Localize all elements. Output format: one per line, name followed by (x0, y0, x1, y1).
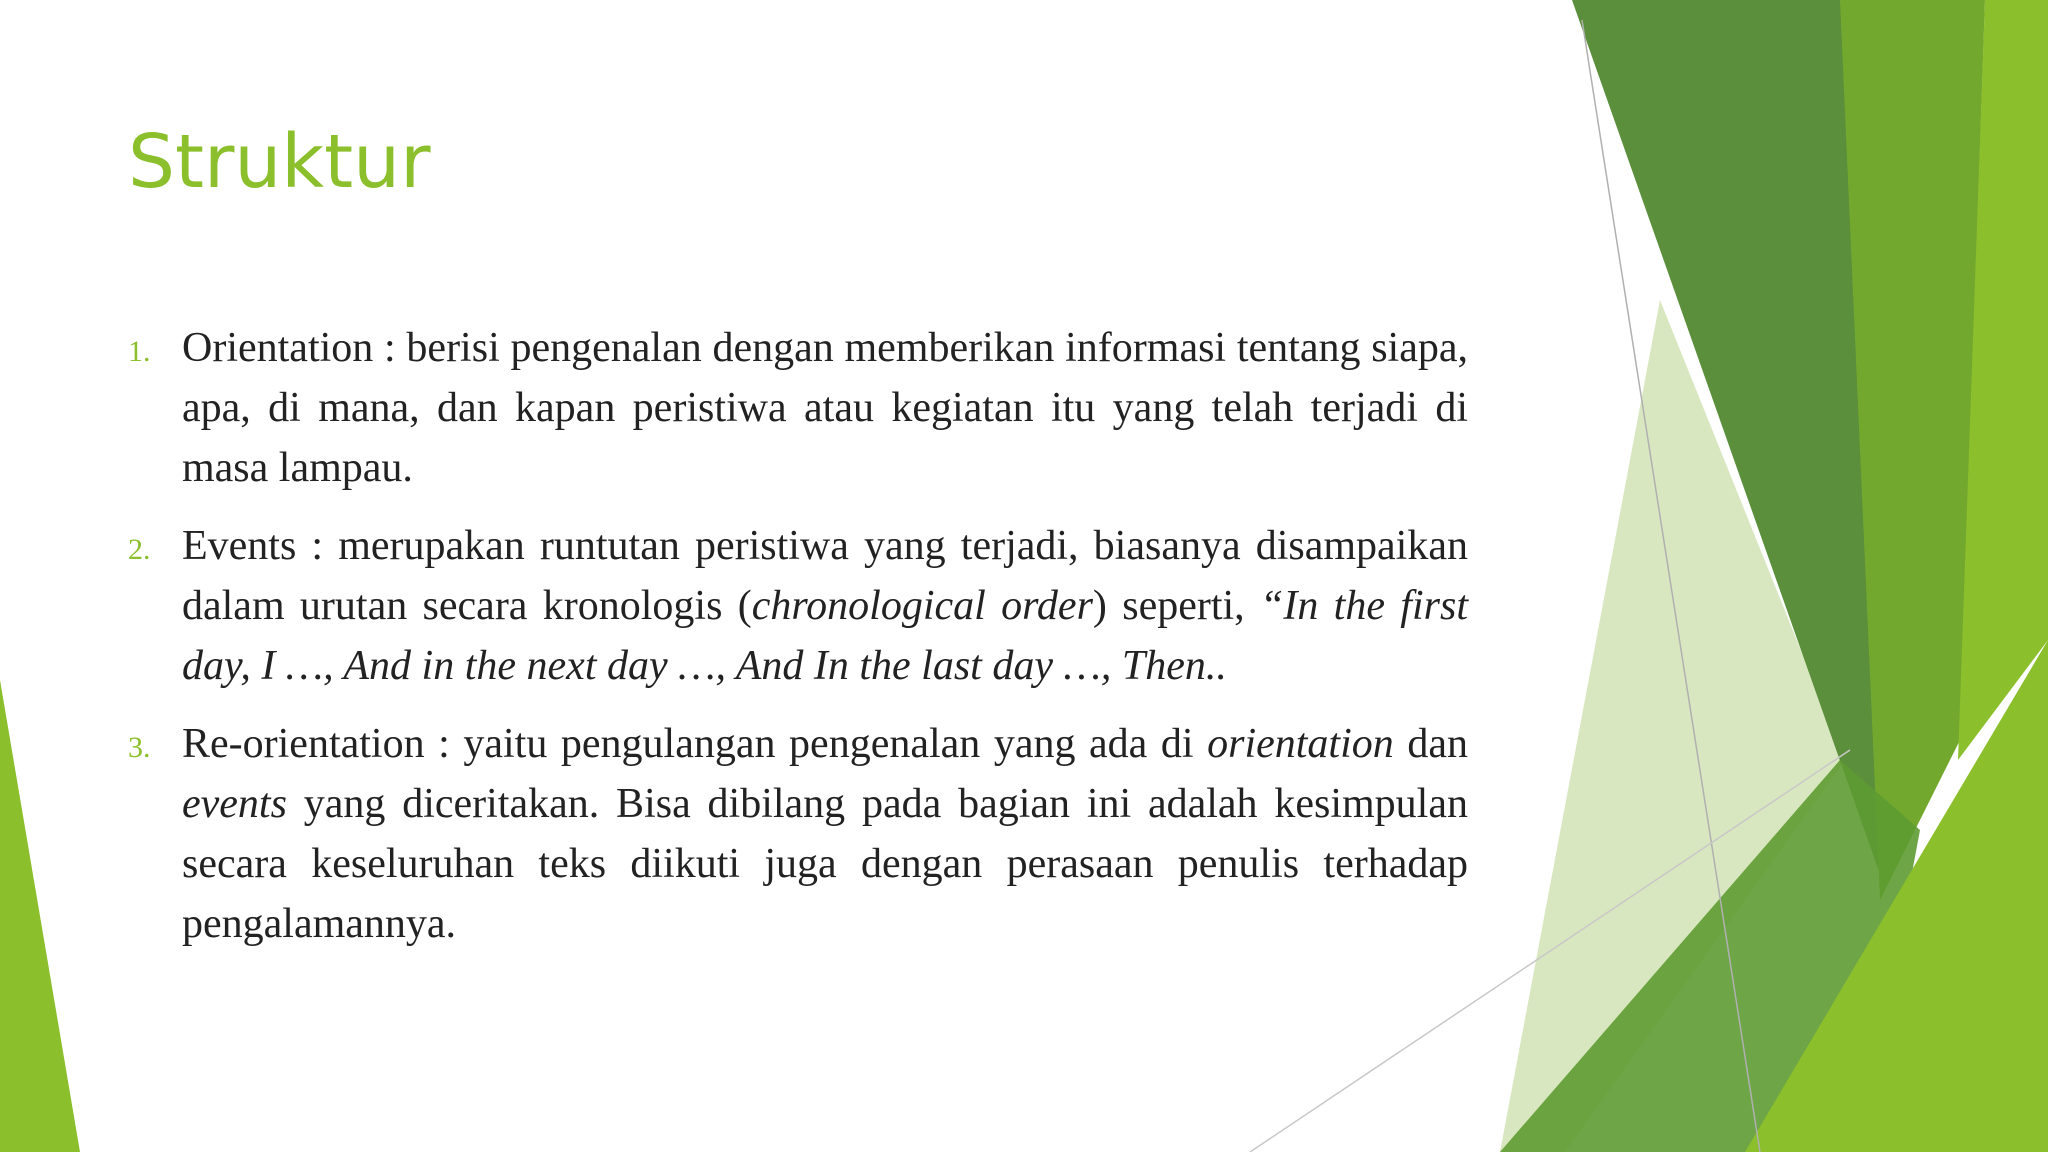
list-item-orientation (128, 318, 1468, 498)
item-italic-text: “In the first day, I …, And in the next day …, And In the last day …, Then.. (182, 583, 1468, 689)
list-number: 3. (128, 731, 151, 764)
item-text: ) seperti, (1092, 583, 1260, 629)
slide-title: Struktur (128, 119, 431, 205)
structure-list (128, 318, 1468, 972)
item-text: dan (1393, 721, 1468, 767)
item-italic-text: chronological order (751, 583, 1093, 629)
item-text: Orientation : berisi pengenalan dengan memberikan informasi tentang siapa, apa, di mana, dan kapan peristiwa atau kegiatan itu yang telah terjadi di masa lampau. (182, 325, 1468, 491)
list-item-events (128, 516, 1468, 696)
list-number: 1. (128, 335, 151, 368)
list-number: 2. (128, 533, 151, 566)
item-text: Re-orientation : yaitu pengulangan pengenalan yang ada di (182, 721, 1208, 767)
item-italic-text: orientation (1207, 721, 1394, 767)
left-green-sliver (0, 680, 80, 1152)
item-text: yang diceritakan. Bisa dibilang pada bagian ini adalah kesimpulan secara keseluruhan teks diikuti juga dengan perasaan penulis terhadap pengalamannya. (182, 781, 1468, 947)
list-item-reorientation (128, 714, 1468, 954)
item-text: Events : merupakan runtutan peristiwa yang terjadi, biasanya disampaikan dalam urutan secara kronologis ( (182, 523, 1468, 629)
item-italic-text: events (182, 781, 287, 827)
